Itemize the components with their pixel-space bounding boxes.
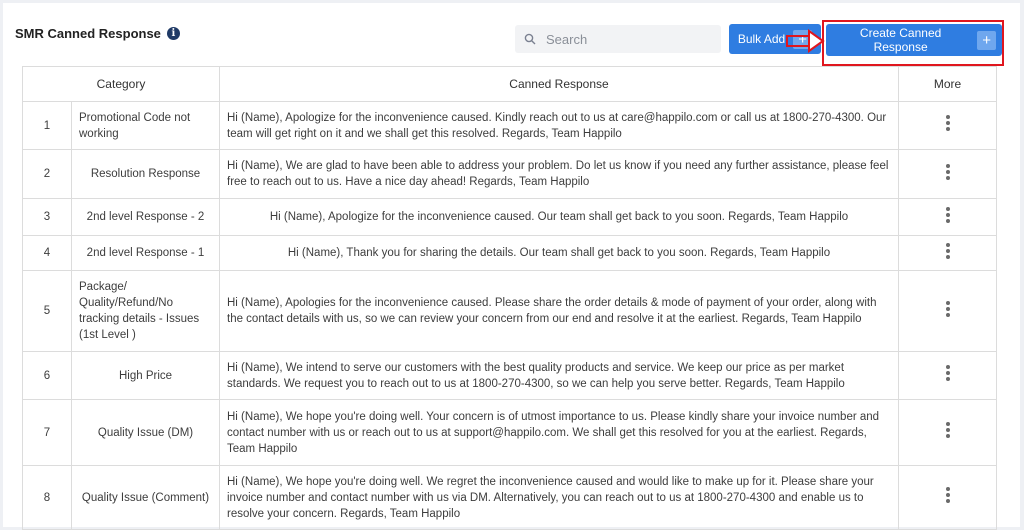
more-options-icon[interactable] xyxy=(946,205,950,225)
info-icon[interactable]: i xyxy=(167,27,180,40)
row-number: 5 xyxy=(23,271,72,352)
create-label: Create Canned Response xyxy=(859,26,942,54)
more-cell xyxy=(899,199,997,236)
canned-response-cell: Hi (Name), We are glad to have been able to address your problem. Do let us know if you need any further assistance, please feel free to reach out to us. Have a nice day ahead! Regards, Team Happilo xyxy=(220,150,899,199)
category-cell: Promotional Code not working xyxy=(72,102,220,150)
more-cell xyxy=(899,466,997,530)
annotation-arrow-icon xyxy=(786,29,826,53)
category-cell: Package/ Quality/Refund/No tracking details - Issues (1st Level ) xyxy=(72,271,220,352)
row-number: 2 xyxy=(23,150,72,199)
table-row[interactable] xyxy=(23,199,997,236)
search-input[interactable] xyxy=(544,31,718,48)
row-number: 8 xyxy=(23,466,72,530)
more-cell xyxy=(899,352,997,400)
search-icon xyxy=(524,33,536,45)
canned-response-cell: Hi (Name), We hope you're doing well. Your concern is of utmost importance to us. Please kindly share your invoice number and contact number with us or reach out to us at support@happilo.com. We shall get this resolved for you at the earliest. Regards, Team Happilo xyxy=(220,400,899,466)
table-row[interactable] xyxy=(23,102,997,150)
plus-icon: + xyxy=(793,30,812,49)
canned-response-table xyxy=(22,66,997,530)
more-cell xyxy=(899,236,997,271)
more-options-icon[interactable] xyxy=(946,113,950,133)
category-cell: High Price xyxy=(72,352,220,400)
table-row[interactable] xyxy=(23,150,997,199)
canned-response-cell: Hi (Name), Apologies for the inconvenience caused. Please share the order details & mode of payment of your order, along with the contact details with us, so we can review your concern from our end and resolve it at the earliest. Regards, Team Happilo xyxy=(220,271,899,352)
more-cell xyxy=(899,271,997,352)
page-title: SMR Canned Response xyxy=(15,26,161,41)
column-header-canned-response[interactable]: Canned Response xyxy=(220,67,899,102)
more-options-icon[interactable] xyxy=(946,299,950,319)
table-row[interactable] xyxy=(23,271,997,352)
plus-icon: + xyxy=(977,31,996,50)
canned-response-cell: Hi (Name), We hope you're doing well. We regret the inconvenience caused and would like to make up for it. Please share your invoice number and contact number with us via DM. Alternatively, you can reach out to us at 1800-270-4300 and enable us to resolve your concern. Regards, Team Happilo xyxy=(220,466,899,530)
more-cell xyxy=(899,150,997,199)
more-cell xyxy=(899,102,997,150)
annotation-highlight-box xyxy=(822,20,1004,66)
page-title-wrap xyxy=(15,26,180,41)
category-cell: Quality Issue (Comment) xyxy=(72,466,220,530)
row-number: 3 xyxy=(23,199,72,236)
column-header-more: More xyxy=(899,67,997,102)
table-row[interactable] xyxy=(23,352,997,400)
more-options-icon[interactable] xyxy=(946,485,950,505)
table-header-row xyxy=(23,67,997,102)
canned-response-cell: Hi (Name), We intend to serve our customers with the best quality products and service. We keep our price as per market standards. We request you to reach out to us at 1800-270-4300, so we can help you serve better. Regards, Team Happilo xyxy=(220,352,899,400)
search-box[interactable] xyxy=(515,25,721,53)
more-cell xyxy=(899,400,997,466)
category-cell: Quality Issue (DM) xyxy=(72,400,220,466)
category-cell: 2nd level Response - 1 xyxy=(72,236,220,271)
more-options-icon[interactable] xyxy=(946,162,950,182)
row-number: 6 xyxy=(23,352,72,400)
row-number: 1 xyxy=(23,102,72,150)
more-options-icon[interactable] xyxy=(946,420,950,440)
bulk-add-label: Bulk Add xyxy=(737,32,786,46)
column-header-category[interactable]: Category xyxy=(23,67,220,102)
category-cell: 2nd level Response - 2 xyxy=(72,199,220,236)
table-row[interactable] xyxy=(23,466,997,530)
row-number: 4 xyxy=(23,236,72,271)
canned-response-cell: Hi (Name), Apologize for the inconvenience caused. Our team shall get back to you soon. Regards, Team Happilo xyxy=(220,199,899,236)
more-options-icon[interactable] xyxy=(946,363,950,383)
table-row[interactable] xyxy=(23,400,997,466)
table-row[interactable] xyxy=(23,236,997,271)
canned-response-cell: Hi (Name), Apologize for the inconvenience caused. Kindly reach out to us at care@happilo.com or call us at 1800-270-4300. Our team will get right on it and we shall get this resolved. Regards, Team Happilo xyxy=(220,102,899,150)
more-options-icon[interactable] xyxy=(946,241,950,261)
row-number: 7 xyxy=(23,400,72,466)
canned-response-cell: Hi (Name), Thank you for sharing the details. Our team shall get back to you soon. Regards, Team Happilo xyxy=(220,236,899,271)
category-cell: Resolution Response xyxy=(72,150,220,199)
